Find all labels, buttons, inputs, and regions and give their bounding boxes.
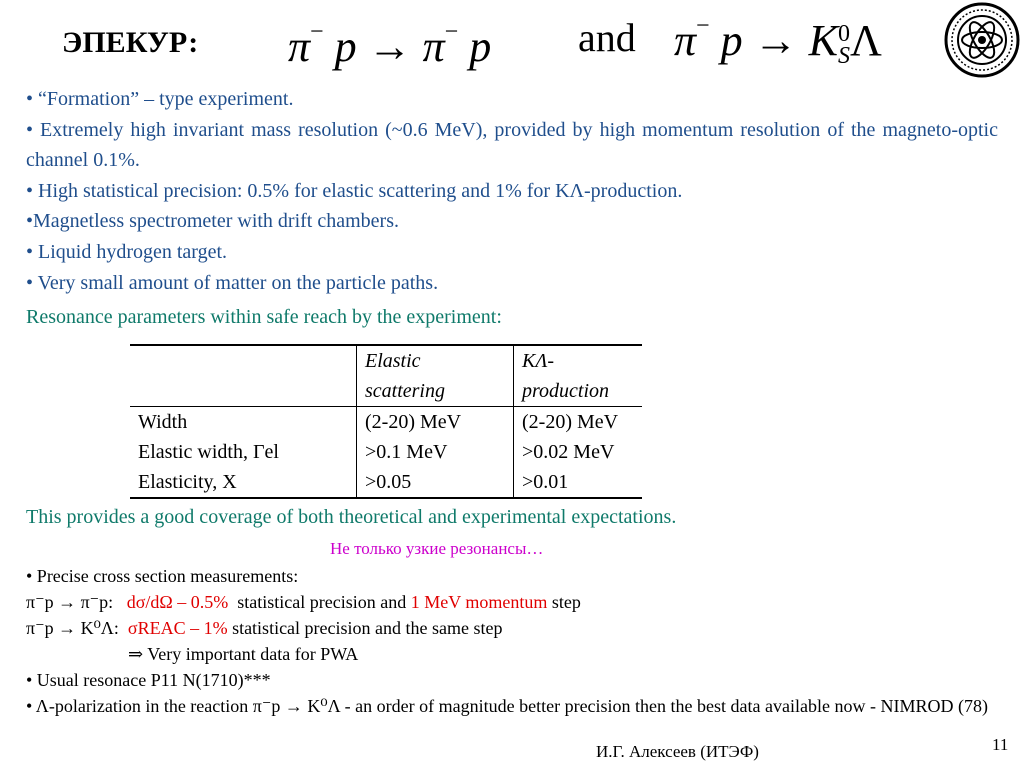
precise-heading: • Precise cross section measurements: xyxy=(26,566,299,586)
table-row xyxy=(130,407,642,438)
coverage-statement: This provides a good coverage of both theoretical and experimental expectations. xyxy=(26,506,677,528)
resonance-table xyxy=(130,344,642,499)
precision-text: statistical precision and the same step xyxy=(232,618,503,638)
table-cell: >0.1 MeV xyxy=(357,437,514,467)
table-row xyxy=(130,437,642,467)
list-item: • Very small amount of matter on the particle paths. xyxy=(26,271,439,294)
measurement-line-1 xyxy=(26,589,1006,615)
feature-list xyxy=(26,84,998,298)
resonance-note: • Usual resonace P11 N(1710)*** xyxy=(26,670,271,690)
table-cell: Elasticity, X xyxy=(130,467,357,498)
step-text: step xyxy=(551,592,581,612)
table-header-cell: Elastic scattering xyxy=(357,345,514,407)
measurement-line-2 xyxy=(26,615,1006,641)
table-cell: >0.05 xyxy=(357,467,514,498)
table-cell: (2-20) MeV xyxy=(514,407,643,438)
page-number: 11 xyxy=(992,735,1009,754)
table-header-cell: KΛ-production xyxy=(514,345,643,407)
precision-value: σREAC – 1% xyxy=(127,618,228,638)
experiment-label: ЭПЕКУР: xyxy=(62,26,199,59)
list-item: • Liquid hydrogen target. xyxy=(26,240,228,263)
table-cell: (2-20) MeV xyxy=(357,407,514,438)
precision-value: dσ/dΩ – 0.5% xyxy=(126,592,229,612)
institute-logo-icon xyxy=(944,2,1020,78)
momentum-value: 1 MeV momentum xyxy=(410,592,548,612)
table-cell: Elastic width, Γel xyxy=(138,441,279,463)
reaction-formula-2: π− p → K 0 S Λ xyxy=(674,13,882,69)
list-item: • Extremely high invariant mass resolution (~0.6 MeV), provided by high momentum resolution of the magneto-optic channel 0.1%. xyxy=(26,118,998,172)
reaction-label: π⁻p → K⁰Λ: xyxy=(26,618,119,638)
connector-and: and xyxy=(578,15,636,60)
author-footer: И.Г. Алексеев (ИТЭФ) xyxy=(596,742,759,761)
pwa-note: ⇒ Very important data for PWA xyxy=(128,644,359,664)
polarization-note: • Λ-polarization in the reaction π⁻p → K⁰Λ - an order of magnitude better precision then the best data available now - NIMROD (78) xyxy=(26,696,988,716)
resonance-intro: Resonance parameters within safe reach by the experiment: xyxy=(26,306,502,328)
precision-text: statistical precision and xyxy=(237,592,407,612)
table-cell: Width xyxy=(138,411,188,433)
measurements-section xyxy=(26,563,1006,719)
table-row xyxy=(130,467,642,498)
russian-note: Не только узкие резонансы… xyxy=(330,539,544,558)
list-item: • High statistical precision: 0.5% for elastic scattering and 1% for KΛ-production. xyxy=(26,179,683,202)
list-item: •Magnetless spectrometer with drift chambers. xyxy=(26,210,399,233)
reaction-label: π⁻p → π⁻p: xyxy=(26,592,114,612)
reaction-formula-1: π− p → π− p xyxy=(288,19,492,71)
list-item: • “Formation” – type experiment. xyxy=(26,88,294,110)
table-header-cell xyxy=(130,345,357,407)
table-header-row xyxy=(130,345,642,407)
table-cell: >0.02 MeV xyxy=(514,437,643,467)
table-cell: >0.01 xyxy=(514,467,643,498)
